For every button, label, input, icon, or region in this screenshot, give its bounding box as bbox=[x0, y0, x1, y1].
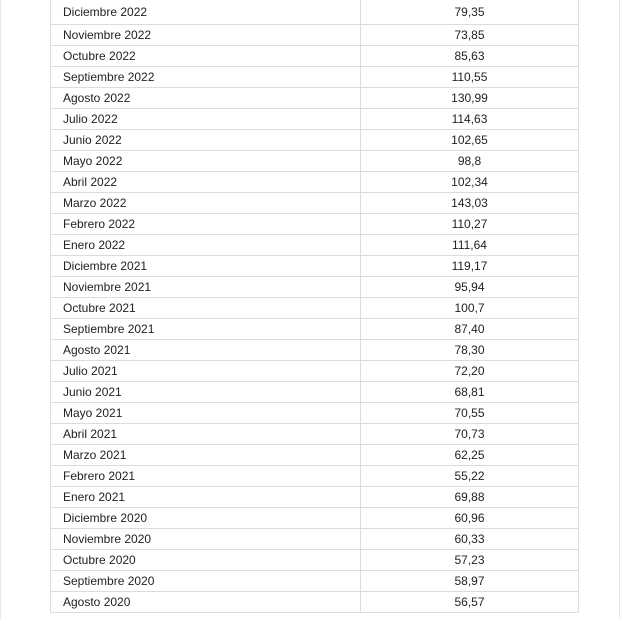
table-row bbox=[51, 67, 579, 88]
table-row bbox=[51, 88, 579, 109]
month-cell: Noviembre 2022 bbox=[51, 25, 361, 46]
table-row bbox=[51, 319, 579, 340]
value-cell: 56,57 bbox=[361, 592, 579, 613]
value-cell: 130,99 bbox=[361, 88, 579, 109]
value-cell: 79,35 bbox=[361, 0, 579, 25]
month-cell: Agosto 2021 bbox=[51, 340, 361, 361]
month-cell: Septiembre 2020 bbox=[51, 571, 361, 592]
month-cell: Agosto 2020 bbox=[51, 592, 361, 613]
table-row bbox=[51, 592, 579, 613]
table-row bbox=[51, 256, 579, 277]
table-row bbox=[51, 109, 579, 130]
month-cell: Junio 2021 bbox=[51, 382, 361, 403]
value-cell: 70,73 bbox=[361, 424, 579, 445]
value-cell: 60,96 bbox=[361, 508, 579, 529]
table-row bbox=[51, 529, 579, 550]
table-row bbox=[51, 403, 579, 424]
month-cell: Septiembre 2021 bbox=[51, 319, 361, 340]
table-row bbox=[51, 25, 579, 46]
month-cell: Abril 2022 bbox=[51, 172, 361, 193]
table-row bbox=[51, 172, 579, 193]
month-cell: Enero 2022 bbox=[51, 235, 361, 256]
table-row bbox=[51, 466, 579, 487]
table-row bbox=[51, 550, 579, 571]
month-cell: Agosto 2022 bbox=[51, 88, 361, 109]
month-cell: Diciembre 2022 bbox=[51, 0, 361, 25]
table-row bbox=[51, 508, 579, 529]
table-row bbox=[51, 298, 579, 319]
table-row bbox=[51, 445, 579, 466]
table-row bbox=[51, 382, 579, 403]
table-row bbox=[51, 571, 579, 592]
value-cell: 87,40 bbox=[361, 319, 579, 340]
month-cell: Abril 2021 bbox=[51, 424, 361, 445]
month-cell: Noviembre 2021 bbox=[51, 277, 361, 298]
value-cell: 55,22 bbox=[361, 466, 579, 487]
price-table bbox=[50, 0, 579, 613]
month-cell: Noviembre 2020 bbox=[51, 529, 361, 550]
value-cell: 143,03 bbox=[361, 193, 579, 214]
value-cell: 95,94 bbox=[361, 277, 579, 298]
value-cell: 73,85 bbox=[361, 25, 579, 46]
value-cell: 70,55 bbox=[361, 403, 579, 424]
month-cell: Junio 2022 bbox=[51, 130, 361, 151]
value-cell: 110,27 bbox=[361, 214, 579, 235]
table-row bbox=[51, 130, 579, 151]
table-row bbox=[51, 487, 579, 508]
table-row bbox=[51, 46, 579, 67]
value-cell: 72,20 bbox=[361, 361, 579, 382]
month-cell: Mayo 2021 bbox=[51, 403, 361, 424]
table-row bbox=[51, 424, 579, 445]
month-cell: Julio 2022 bbox=[51, 109, 361, 130]
value-cell: 69,88 bbox=[361, 487, 579, 508]
value-cell: 110,55 bbox=[361, 67, 579, 88]
month-cell: Septiembre 2022 bbox=[51, 67, 361, 88]
value-cell: 68,81 bbox=[361, 382, 579, 403]
month-cell: Febrero 2022 bbox=[51, 214, 361, 235]
month-cell: Diciembre 2020 bbox=[51, 508, 361, 529]
month-cell: Febrero 2021 bbox=[51, 466, 361, 487]
table-row bbox=[51, 235, 579, 256]
value-cell: 114,63 bbox=[361, 109, 579, 130]
table-row bbox=[51, 277, 579, 298]
table-row bbox=[51, 340, 579, 361]
month-cell: Enero 2021 bbox=[51, 487, 361, 508]
value-cell: 60,33 bbox=[361, 529, 579, 550]
table-row bbox=[51, 193, 579, 214]
value-cell: 58,97 bbox=[361, 571, 579, 592]
month-cell: Mayo 2022 bbox=[51, 151, 361, 172]
table-row bbox=[51, 214, 579, 235]
month-cell: Diciembre 2021 bbox=[51, 256, 361, 277]
value-cell: 111,64 bbox=[361, 235, 579, 256]
value-cell: 57,23 bbox=[361, 550, 579, 571]
month-cell: Marzo 2021 bbox=[51, 445, 361, 466]
value-cell: 119,17 bbox=[361, 256, 579, 277]
table-body bbox=[51, 0, 579, 613]
month-cell: Octubre 2020 bbox=[51, 550, 361, 571]
table-row bbox=[51, 151, 579, 172]
value-cell: 98,8 bbox=[361, 151, 579, 172]
month-cell: Octubre 2021 bbox=[51, 298, 361, 319]
month-cell: Octubre 2022 bbox=[51, 46, 361, 67]
value-cell: 85,63 bbox=[361, 46, 579, 67]
month-cell: Julio 2021 bbox=[51, 361, 361, 382]
table-row bbox=[51, 0, 579, 25]
value-cell: 78,30 bbox=[361, 340, 579, 361]
value-cell: 102,34 bbox=[361, 172, 579, 193]
table-row bbox=[51, 361, 579, 382]
month-cell: Marzo 2022 bbox=[51, 193, 361, 214]
value-cell: 100,7 bbox=[361, 298, 579, 319]
value-cell: 102,65 bbox=[361, 130, 579, 151]
value-cell: 62,25 bbox=[361, 445, 579, 466]
